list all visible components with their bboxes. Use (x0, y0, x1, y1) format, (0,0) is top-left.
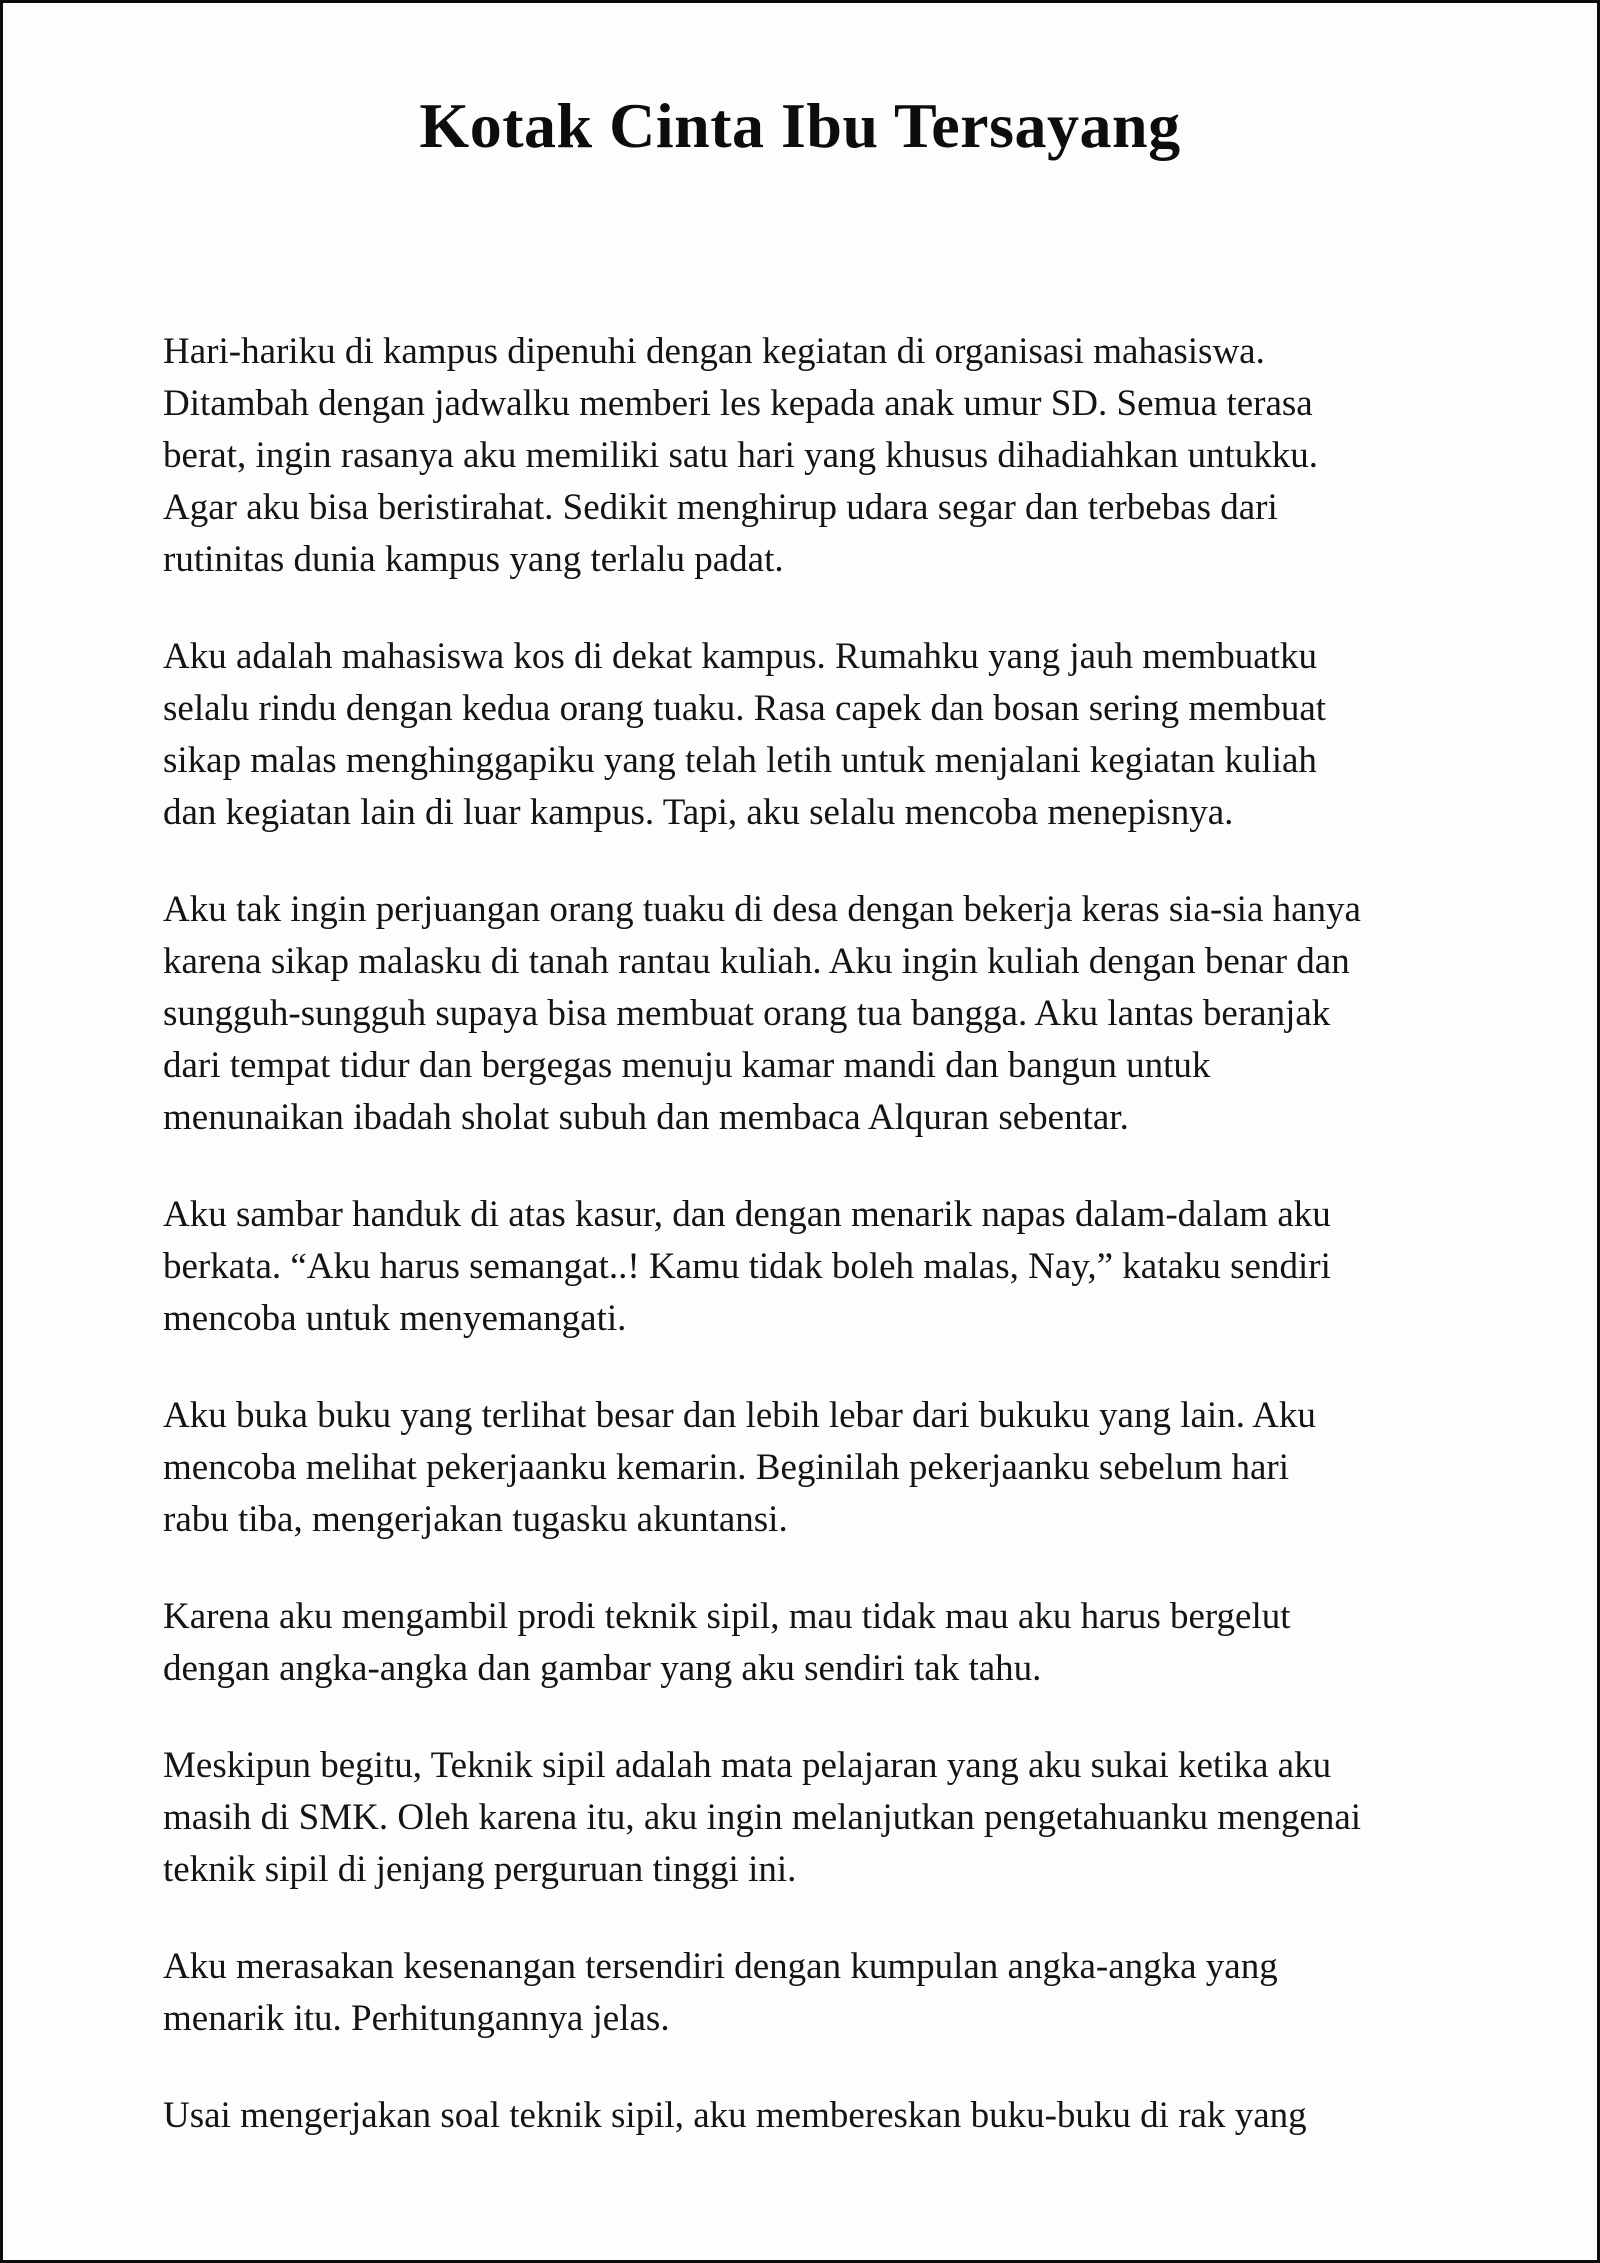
text-line: dari tempat tidur dan bergegas menuju kamar mandi dan bangun untuk (163, 1045, 1211, 1087)
text-line: Agar aku bisa beristirahat. Sedikit menghirup udara segar dan terbebas dari (163, 487, 1278, 529)
text-line: Usai mengerjakan soal teknik sipil, aku membereskan buku-buku di rak yang (163, 2095, 1307, 2137)
text-line: menarik itu. Perhitungannya jelas. (163, 1998, 670, 2040)
document-body (163, 326, 1453, 2142)
paragraph (163, 1189, 1453, 1345)
text-line: Aku sambar handuk di atas kasur, dan dengan menarik napas dalam-dalam aku (163, 1194, 1331, 1236)
text-line: teknik sipil di jenjang perguruan tinggi ini. (163, 1849, 797, 1891)
text-line: rutinitas dunia kampus yang terlalu padat. (163, 539, 784, 581)
text-line: sikap malas menghinggapiku yang telah letih untuk menjalani kegiatan kuliah (163, 740, 1317, 782)
text-line: berkata. “Aku harus semangat..! Kamu tidak boleh malas, Nay,” kataku sendiri (163, 1246, 1331, 1288)
paragraph (163, 631, 1453, 839)
document-title: Kotak Cinta Ibu Tersayang (419, 90, 1181, 161)
text-line: Aku tak ingin perjuangan orang tuaku di desa dengan bekerja keras sia-sia hanya (163, 889, 1361, 931)
text-line: masih di SMK. Oleh karena itu, aku ingin melanjutkan pengetahuanku mengenai (163, 1797, 1362, 1839)
paragraph (163, 1740, 1453, 1896)
text-line: Meskipun begitu, Teknik sipil adalah mata pelajaran yang aku sukai ketika aku (163, 1745, 1332, 1787)
text-line: Hari-hariku di kampus dipenuhi dengan kegiatan di organisasi mahasiswa. (163, 331, 1265, 373)
text-line: Karena aku mengambil prodi teknik sipil, mau tidak mau aku harus bergelut (163, 1596, 1291, 1638)
text-line: berat, ingin rasanya aku memiliki satu hari yang khusus dihadiahkan untukku. (163, 435, 1318, 477)
text-line: sungguh-sungguh supaya bisa membuat orang tua bangga. Aku lantas beranjak (163, 993, 1331, 1035)
paragraph (163, 1390, 1453, 1546)
text-line: dengan angka-angka dan gambar yang aku sendiri tak tahu. (163, 1648, 1042, 1690)
text-line: mencoba untuk menyemangati. (163, 1298, 627, 1340)
paragraph (163, 884, 1453, 1144)
text-line: dan kegiatan lain di luar kampus. Tapi, aku selalu mencoba menepisnya. (163, 792, 1234, 834)
paragraph (163, 2090, 1453, 2142)
text-line: mencoba melihat pekerjaanku kemarin. Beginilah pekerjaanku sebelum hari (163, 1447, 1290, 1489)
text-line: rabu tiba, mengerjakan tugasku akuntansi. (163, 1499, 788, 1541)
text-line: selalu rindu dengan kedua orang tuaku. Rasa capek dan bosan sering membuat (163, 688, 1327, 730)
text-line: Aku buka buku yang terlihat besar dan lebih lebar dari bukuku yang lain. Aku (163, 1395, 1316, 1437)
text-line: karena sikap malasku di tanah rantau kuliah. Aku ingin kuliah dengan benar dan (163, 941, 1350, 983)
text-line: Ditambah dengan jadwalku memberi les kepada anak umur SD. Semua terasa (163, 383, 1313, 425)
text-line: Aku merasakan kesenangan tersendiri dengan kumpulan angka-angka yang (163, 1946, 1278, 1988)
text-line: Aku adalah mahasiswa kos di dekat kampus. Rumahku yang jauh membuatku (163, 636, 1317, 678)
paragraph (163, 1591, 1453, 1695)
paragraph (163, 326, 1453, 586)
text-line: menunaikan ibadah sholat subuh dan membaca Alquran sebentar. (163, 1097, 1129, 1139)
paragraph (163, 1941, 1453, 2045)
